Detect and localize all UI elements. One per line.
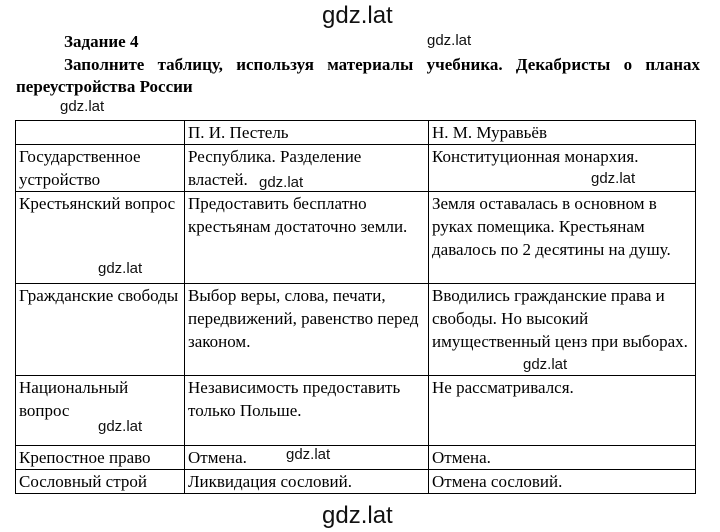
task-instruction: Заполните таблицу, используя материалы учебника. Декабристы о планах переустройства России xyxy=(16,55,700,96)
pestel-cell: Независимость предоставить только Польше. xyxy=(185,376,429,446)
watermark-bottom: gdz.lat xyxy=(322,502,393,529)
pestel-cell: Предоставить бесплатно крестьянам достаточно земли. xyxy=(185,192,429,284)
muravyov-cell: Отмена. xyxy=(429,446,696,470)
watermark-row1-mid: gdz.lat xyxy=(259,174,304,191)
watermark-top-right: gdz.lat xyxy=(427,32,472,49)
header-cell-pestel: П. И. Пестель xyxy=(185,121,429,145)
table-header-row xyxy=(16,121,696,145)
watermark-row4-left: gdz.lat xyxy=(98,418,143,435)
muravyov-cell: Не рассматривался. xyxy=(429,376,696,446)
pestel-cell: Отмена. xyxy=(185,446,429,470)
row-label-cell: Национальный вопрос xyxy=(16,376,185,446)
muravyov-cell: Вводились гражданские права и свободы. Но высокий имущественный ценз при выборах. xyxy=(429,284,696,376)
row-label-cell: Крестьянский вопрос xyxy=(16,192,185,284)
table-row xyxy=(16,446,696,470)
watermark-row1-right: gdz.lat xyxy=(591,170,636,187)
table-row xyxy=(16,376,696,446)
task-title: Задание 4 xyxy=(64,32,139,51)
header-cell-empty xyxy=(16,121,185,145)
watermark-row2-left: gdz.lat xyxy=(98,260,143,277)
pestel-cell: Ликвидация сословий. xyxy=(185,470,429,494)
pestel-cell: Республика. Разделение властей. xyxy=(185,145,429,192)
muravyov-cell: Земля оставалась в основном в руках помещика. Крестьянам давалось по 2 десятины на душу. xyxy=(429,192,696,284)
row-label-cell: Государственное устройство xyxy=(16,145,185,192)
muravyov-cell: Конституционная монархия. xyxy=(429,145,696,192)
header-cell-muravyov: Н. М. Муравьёв xyxy=(429,121,696,145)
watermark-top: gdz.lat xyxy=(322,2,393,29)
table-row xyxy=(16,284,696,376)
pestel-cell: Выбор веры, слова, печати, передвижений, равенство перед законом. xyxy=(185,284,429,376)
table-row xyxy=(16,470,696,494)
watermark-row5-mid: gdz.lat xyxy=(286,446,331,463)
row-label-cell: Крепостное право xyxy=(16,446,185,470)
watermark-left: gdz.lat xyxy=(60,98,105,115)
muravyov-cell: Отмена сословий. xyxy=(429,470,696,494)
watermark-row3-right: gdz.lat xyxy=(523,356,568,373)
row-label-cell: Гражданские свободы xyxy=(16,284,185,376)
row-label-cell: Сословный строй xyxy=(16,470,185,494)
